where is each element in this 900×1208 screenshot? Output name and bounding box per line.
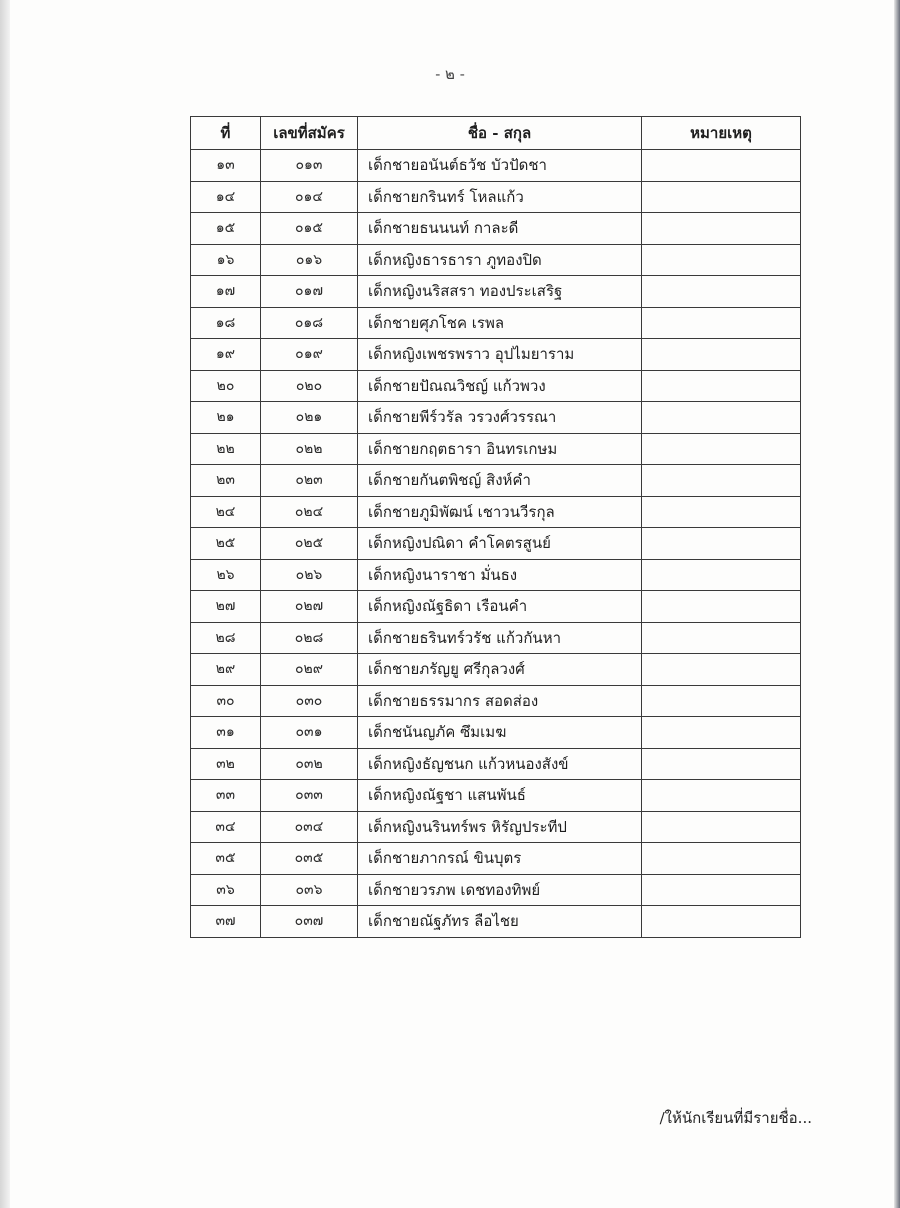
table-row	[191, 150, 801, 182]
remark-cell	[642, 402, 801, 434]
application-number: ๐๒๙	[261, 654, 358, 686]
student-name: เด็กชายธรรมากร สอดส่อง	[358, 685, 642, 717]
row-number: ๑๖	[191, 244, 261, 276]
student-name: เด็กชายกรินทร์ โหลแก้ว	[358, 181, 642, 213]
table-row	[191, 496, 801, 528]
remark-cell	[642, 528, 801, 560]
table-row	[191, 591, 801, 623]
row-number: ๓๖	[191, 874, 261, 906]
application-number: ๐๓๕	[261, 843, 358, 875]
remark-cell	[642, 370, 801, 402]
student-name: เด็กชายภูมิพัฒน์ เชาวนวีรกุล	[358, 496, 642, 528]
application-number: ๐๓๖	[261, 874, 358, 906]
remark-cell	[642, 213, 801, 245]
application-number: ๐๑๖	[261, 244, 358, 276]
row-number: ๒๑	[191, 402, 261, 434]
student-name: เด็กชนันญภัค ซึมเมฆ	[358, 717, 642, 749]
row-number: ๓๐	[191, 685, 261, 717]
remark-cell	[642, 339, 801, 371]
remark-cell	[642, 874, 801, 906]
table-row	[191, 307, 801, 339]
student-name: เด็กหญิงปณิดา คำโคตรสูนย์	[358, 528, 642, 560]
application-number: ๐๓๒	[261, 748, 358, 780]
remark-cell	[642, 906, 801, 938]
row-number: ๑๘	[191, 307, 261, 339]
table-row	[191, 717, 801, 749]
student-name: เด็กชายภรัญยู ศรีกุลวงศ์	[358, 654, 642, 686]
row-number: ๑๙	[191, 339, 261, 371]
application-number: ๐๑๙	[261, 339, 358, 371]
student-name: เด็กหญิงนรินทร์พร หิรัญประทีป	[358, 811, 642, 843]
table-row	[191, 843, 801, 875]
student-name: เด็กชายธนนนท์ กาละดี	[358, 213, 642, 245]
application-number: ๐๒๕	[261, 528, 358, 560]
application-number: ๐๒๐	[261, 370, 358, 402]
row-number: ๑๓	[191, 150, 261, 182]
remark-cell	[642, 780, 801, 812]
table-row	[191, 559, 801, 591]
row-number: ๓๔	[191, 811, 261, 843]
row-number: ๓๓	[191, 780, 261, 812]
row-number: ๒๐	[191, 370, 261, 402]
row-number: ๑๔	[191, 181, 261, 213]
remark-cell	[642, 433, 801, 465]
table-row	[191, 874, 801, 906]
applicant-table	[190, 116, 801, 938]
row-number: ๑๕	[191, 213, 261, 245]
remark-cell	[642, 591, 801, 623]
table-header-row	[191, 117, 801, 150]
row-number: ๒๘	[191, 622, 261, 654]
remark-cell	[642, 654, 801, 686]
table-row	[191, 181, 801, 213]
table-row	[191, 244, 801, 276]
student-name: เด็กชายกฤตธารา อินทรเกษม	[358, 433, 642, 465]
table-row	[191, 685, 801, 717]
remark-cell	[642, 622, 801, 654]
student-name: เด็กหญิงธัญชนก แก้วหนองสังข์	[358, 748, 642, 780]
table-row	[191, 339, 801, 371]
remark-cell	[642, 465, 801, 497]
remark-cell	[642, 276, 801, 308]
remark-cell	[642, 307, 801, 339]
remark-cell	[642, 181, 801, 213]
remark-cell	[642, 559, 801, 591]
page-number: - ๒ -	[435, 65, 465, 83]
application-number: ๐๑๘	[261, 307, 358, 339]
row-number: ๓๒	[191, 748, 261, 780]
row-number: ๒๗	[191, 591, 261, 623]
table-row	[191, 433, 801, 465]
student-name: เด็กชายอนันต์ธวัช บัวปัดชา	[358, 150, 642, 182]
application-number: ๐๓๗	[261, 906, 358, 938]
table-row	[191, 465, 801, 497]
application-number: ๐๑๓	[261, 150, 358, 182]
application-number: ๐๒๔	[261, 496, 358, 528]
remark-cell	[642, 496, 801, 528]
row-number: ๒๖	[191, 559, 261, 591]
student-name: เด็กหญิงนาราชา มั่นธง	[358, 559, 642, 591]
application-number: ๐๓๐	[261, 685, 358, 717]
application-number: ๐๑๗	[261, 276, 358, 308]
application-number: ๐๓๓	[261, 780, 358, 812]
application-number: ๐๒๖	[261, 559, 358, 591]
remark-cell	[642, 717, 801, 749]
application-number: ๐๒๘	[261, 622, 358, 654]
row-number: ๒๒	[191, 433, 261, 465]
table-row	[191, 654, 801, 686]
application-number: ๐๑๔	[261, 181, 358, 213]
table-row	[191, 748, 801, 780]
student-name: เด็กหญิงณัฐชา แสนพันธ์	[358, 780, 642, 812]
table-row	[191, 622, 801, 654]
remark-cell	[642, 748, 801, 780]
student-name: เด็กชายณัฐภัทร ลือไชย	[358, 906, 642, 938]
table-row	[191, 528, 801, 560]
application-number: ๐๒๗	[261, 591, 358, 623]
continuation-note: /ให้นักเรียนที่มีรายชื่อ...	[659, 1109, 812, 1127]
header-application-number: เลขที่สมัคร	[261, 117, 358, 150]
student-name: เด็กชายภากรณ์ ขินบุตร	[358, 843, 642, 875]
row-number: ๒๔	[191, 496, 261, 528]
remark-cell	[642, 244, 801, 276]
header-full-name: ชื่อ - สกุล	[358, 117, 642, 150]
table-row	[191, 213, 801, 245]
application-number: ๐๓๔	[261, 811, 358, 843]
row-number: ๓๑	[191, 717, 261, 749]
row-number: ๒๕	[191, 528, 261, 560]
page-left-edge	[0, 0, 10, 1208]
student-name: เด็กหญิงณัฐธิดา เรือนคำ	[358, 591, 642, 623]
application-number: ๐๓๑	[261, 717, 358, 749]
remark-cell	[642, 843, 801, 875]
table-row	[191, 811, 801, 843]
header-no: ที่	[191, 117, 261, 150]
student-name: เด็กชายปัณณวิชญ์ แก้วพวง	[358, 370, 642, 402]
row-number: ๒๙	[191, 654, 261, 686]
table-row	[191, 780, 801, 812]
remark-cell	[642, 150, 801, 182]
remark-cell	[642, 685, 801, 717]
table-row	[191, 276, 801, 308]
header-remark: หมายเหตุ	[642, 117, 801, 150]
student-name: เด็กหญิงธารธารา ภูทองปิด	[358, 244, 642, 276]
table-row	[191, 906, 801, 938]
page-right-edge	[894, 0, 900, 1208]
application-number: ๐๒๑	[261, 402, 358, 434]
remark-cell	[642, 811, 801, 843]
row-number: ๓๕	[191, 843, 261, 875]
row-number: ๒๓	[191, 465, 261, 497]
table-row	[191, 402, 801, 434]
student-name: เด็กหญิงเพชรพราว อุปไมยาราม	[358, 339, 642, 371]
table-body	[191, 150, 801, 938]
table-row	[191, 370, 801, 402]
student-name: เด็กหญิงนริสสรา ทองประเสริฐ	[358, 276, 642, 308]
application-number: ๐๒๒	[261, 433, 358, 465]
application-number: ๐๒๓	[261, 465, 358, 497]
student-name: เด็กชายศุภโชค เรพล	[358, 307, 642, 339]
student-name: เด็กชายวรภพ เดชทองทิพย์	[358, 874, 642, 906]
application-number: ๐๑๕	[261, 213, 358, 245]
row-number: ๑๗	[191, 276, 261, 308]
row-number: ๓๗	[191, 906, 261, 938]
student-name: เด็กชายธรินทร์วรัช แก้วกันหา	[358, 622, 642, 654]
student-name: เด็กชายกันตพิชญ์ สิงห์คำ	[358, 465, 642, 497]
student-name: เด็กชายพีร์วรัล วรวงศ์วรรณา	[358, 402, 642, 434]
